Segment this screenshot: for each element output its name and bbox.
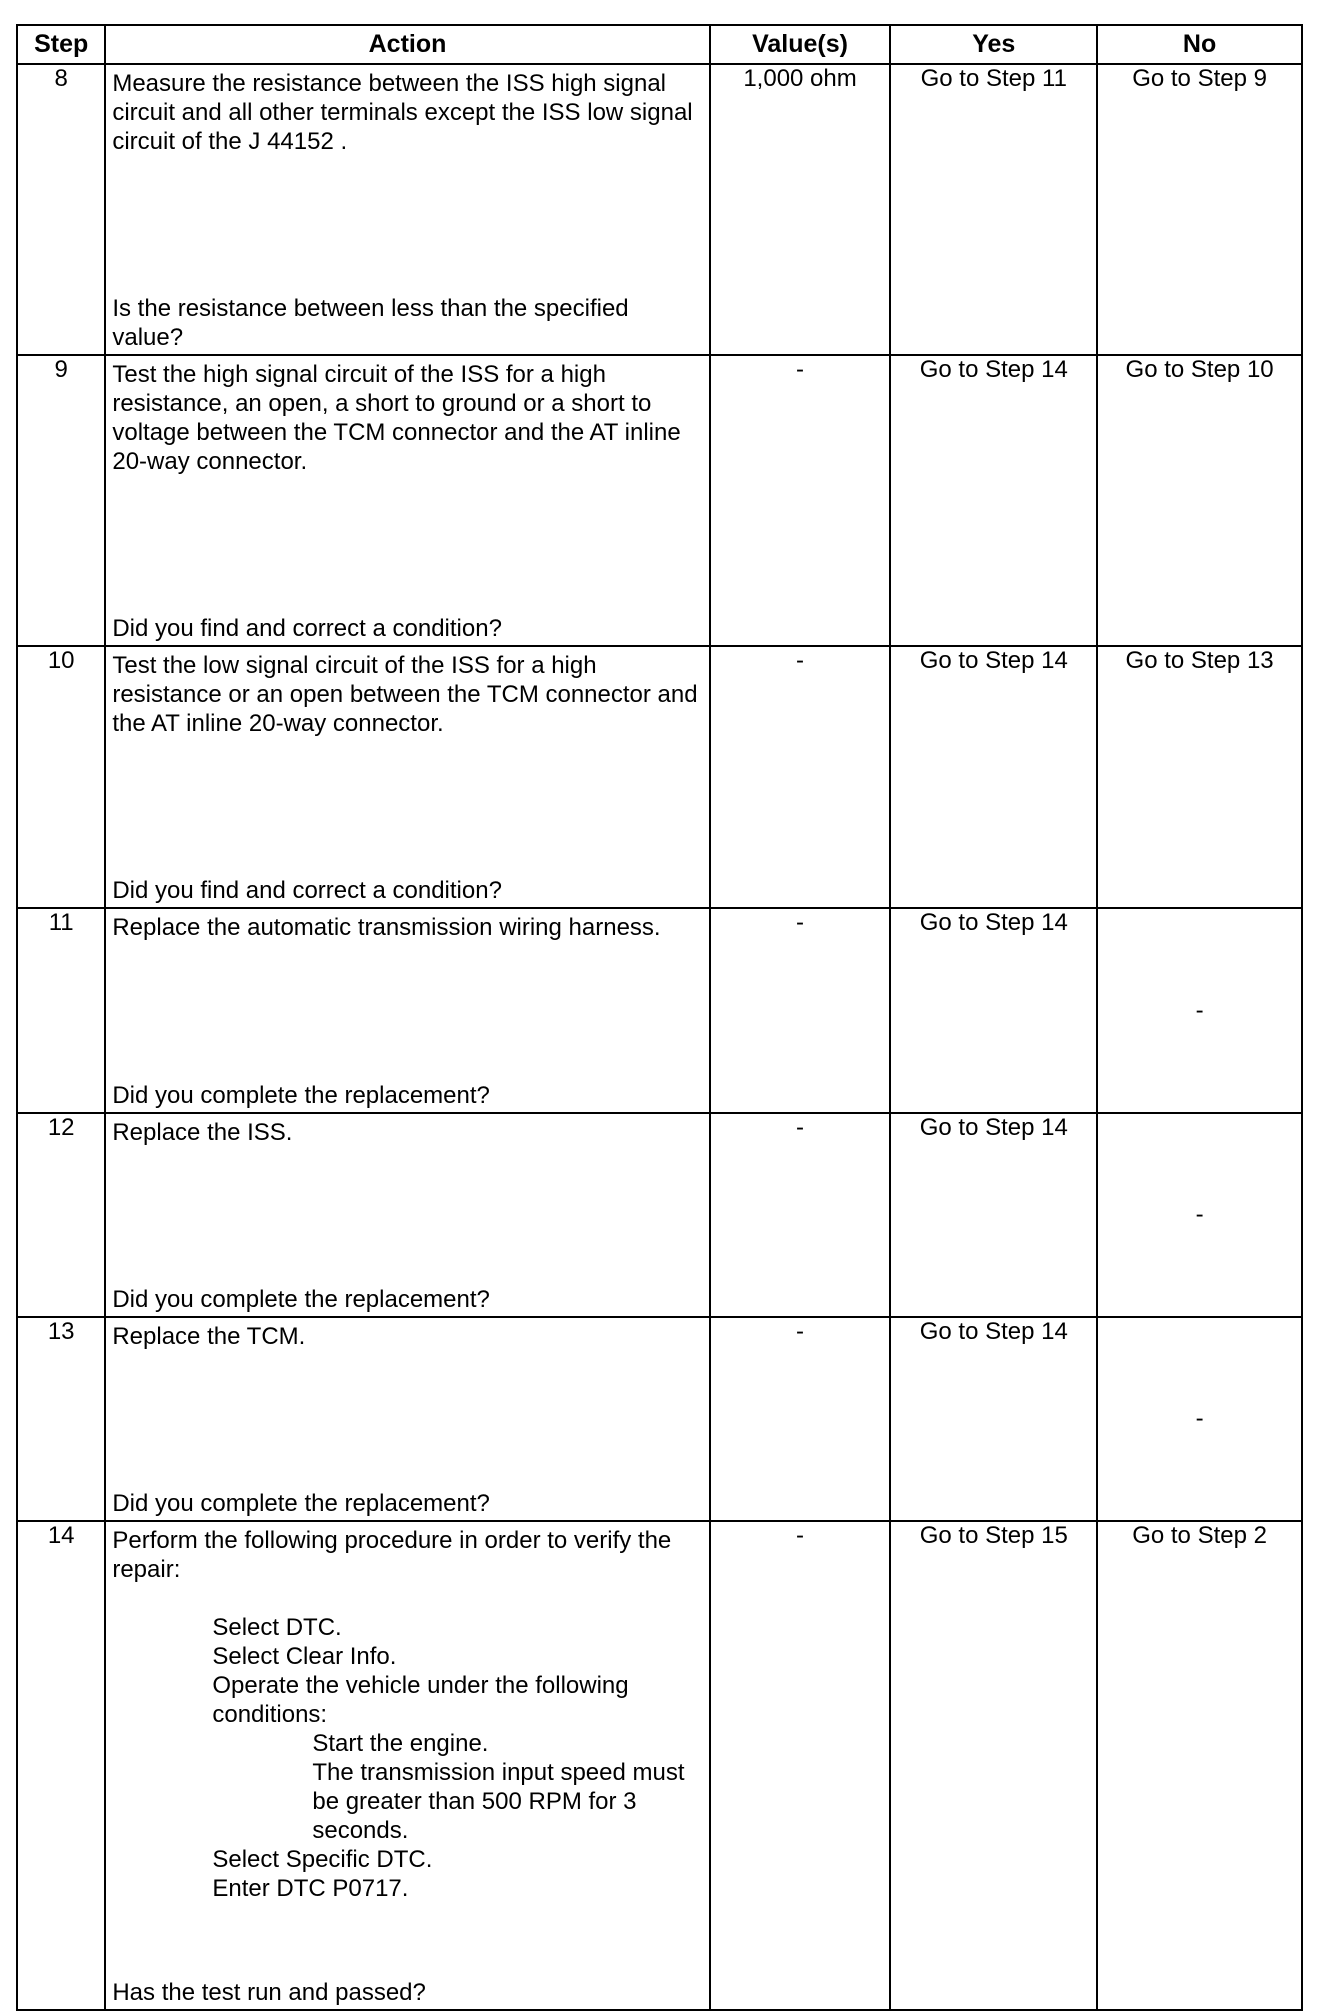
yes-cell: Go to Step 14 <box>890 646 1097 908</box>
action-instruction: Replace the TCM. <box>112 1323 306 1350</box>
action-instruction: Test the low signal circuit of the ISS for a high resistance or an open between the TCM connector and the AT inline 20-way connector. <box>112 652 698 737</box>
action-question: Did you complete the replacement? <box>112 1490 490 1517</box>
step-number: 9 <box>17 355 105 646</box>
procedure-substep: The transmission input speed must be greater than 500 RPM for 3 seconds. <box>312 1759 685 1844</box>
procedure-step: Select DTC. <box>212 1614 342 1641</box>
action-question: Did you complete the replacement? <box>112 1082 490 1109</box>
action-instruction: Measure the resistance between the ISS high signal circuit and all other terminals except the ISS low signal circuit of the J 44152 . <box>112 70 693 155</box>
no-cell: - <box>1097 1113 1302 1317</box>
procedure-step: Select Clear Info. <box>212 1643 397 1670</box>
step-number: 10 <box>17 646 105 908</box>
header-step: Step <box>17 25 105 64</box>
step-number: 13 <box>17 1317 105 1521</box>
table-row <box>17 646 1302 908</box>
procedure-step: Enter DTC P0717. <box>212 1875 409 1902</box>
table-row <box>17 1113 1302 1317</box>
table-row <box>17 908 1302 1113</box>
header-no: No <box>1097 25 1302 64</box>
header-row <box>17 25 1302 64</box>
step-number: 12 <box>17 1113 105 1317</box>
no-cell: Go to Step 2 <box>1097 1521 1302 2010</box>
action-cell <box>105 908 709 1113</box>
step-number: 11 <box>17 908 105 1113</box>
value-cell: - <box>710 908 891 1113</box>
value-cell: - <box>710 1521 891 2010</box>
yes-cell: Go to Step 14 <box>890 355 1097 646</box>
action-cell <box>105 355 709 646</box>
action-cell <box>105 1317 709 1521</box>
action-question: Did you find and correct a condition? <box>112 615 502 642</box>
step-number: 8 <box>17 64 105 355</box>
table-row <box>17 1317 1302 1521</box>
action-cell <box>105 1113 709 1317</box>
procedure-step: Select Specific DTC. <box>212 1846 433 1873</box>
action-question: Did you find and correct a condition? <box>112 877 502 904</box>
table-row <box>17 355 1302 646</box>
value-cell: - <box>710 1317 891 1521</box>
header-action: Action <box>105 25 709 64</box>
action-cell <box>105 1521 709 2010</box>
action-instruction: Perform the following procedure in order to verify the repair: <box>112 1527 672 1583</box>
value-cell: 1,000 ohm <box>710 64 891 355</box>
action-instruction: Replace the automatic transmission wiring harness. <box>112 914 661 941</box>
yes-cell: Go to Step 14 <box>890 1317 1097 1521</box>
action-cell <box>105 646 709 908</box>
action-question: Did you complete the replacement? <box>112 1286 490 1313</box>
value-cell: - <box>710 646 891 908</box>
header-values: Value(s) <box>710 25 891 64</box>
procedure-step: Operate the vehicle under the following conditions: <box>212 1672 629 1728</box>
procedure-list <box>112 1613 702 1903</box>
no-cell: Go to Step 10 <box>1097 355 1302 646</box>
value-cell: - <box>710 1113 891 1317</box>
no-cell: Go to Step 13 <box>1097 646 1302 908</box>
yes-cell: Go to Step 14 <box>890 908 1097 1113</box>
value-cell: - <box>710 355 891 646</box>
action-instruction: Replace the ISS. <box>112 1119 293 1146</box>
yes-cell: Go to Step 15 <box>890 1521 1097 2010</box>
no-cell: Go to Step 9 <box>1097 64 1302 355</box>
action-instruction: Test the high signal circuit of the ISS for a high resistance, an open, a short to ground or a short to voltage between the TCM connector and the AT inline 20-way connector. <box>112 361 681 475</box>
action-question: Is the resistance between less than the specified value? <box>112 295 629 351</box>
table-row <box>17 64 1302 355</box>
no-cell: - <box>1097 908 1302 1113</box>
no-cell: - <box>1097 1317 1302 1521</box>
action-cell <box>105 64 709 355</box>
yes-cell: Go to Step 11 <box>890 64 1097 355</box>
step-number: 14 <box>17 1521 105 2010</box>
header-yes: Yes <box>890 25 1097 64</box>
action-question: Has the test run and passed? <box>112 1979 426 2006</box>
table-row <box>17 1521 1302 2010</box>
yes-cell: Go to Step 14 <box>890 1113 1097 1317</box>
procedure-substep: Start the engine. <box>312 1730 489 1757</box>
diagnostic-table <box>16 24 1303 2011</box>
